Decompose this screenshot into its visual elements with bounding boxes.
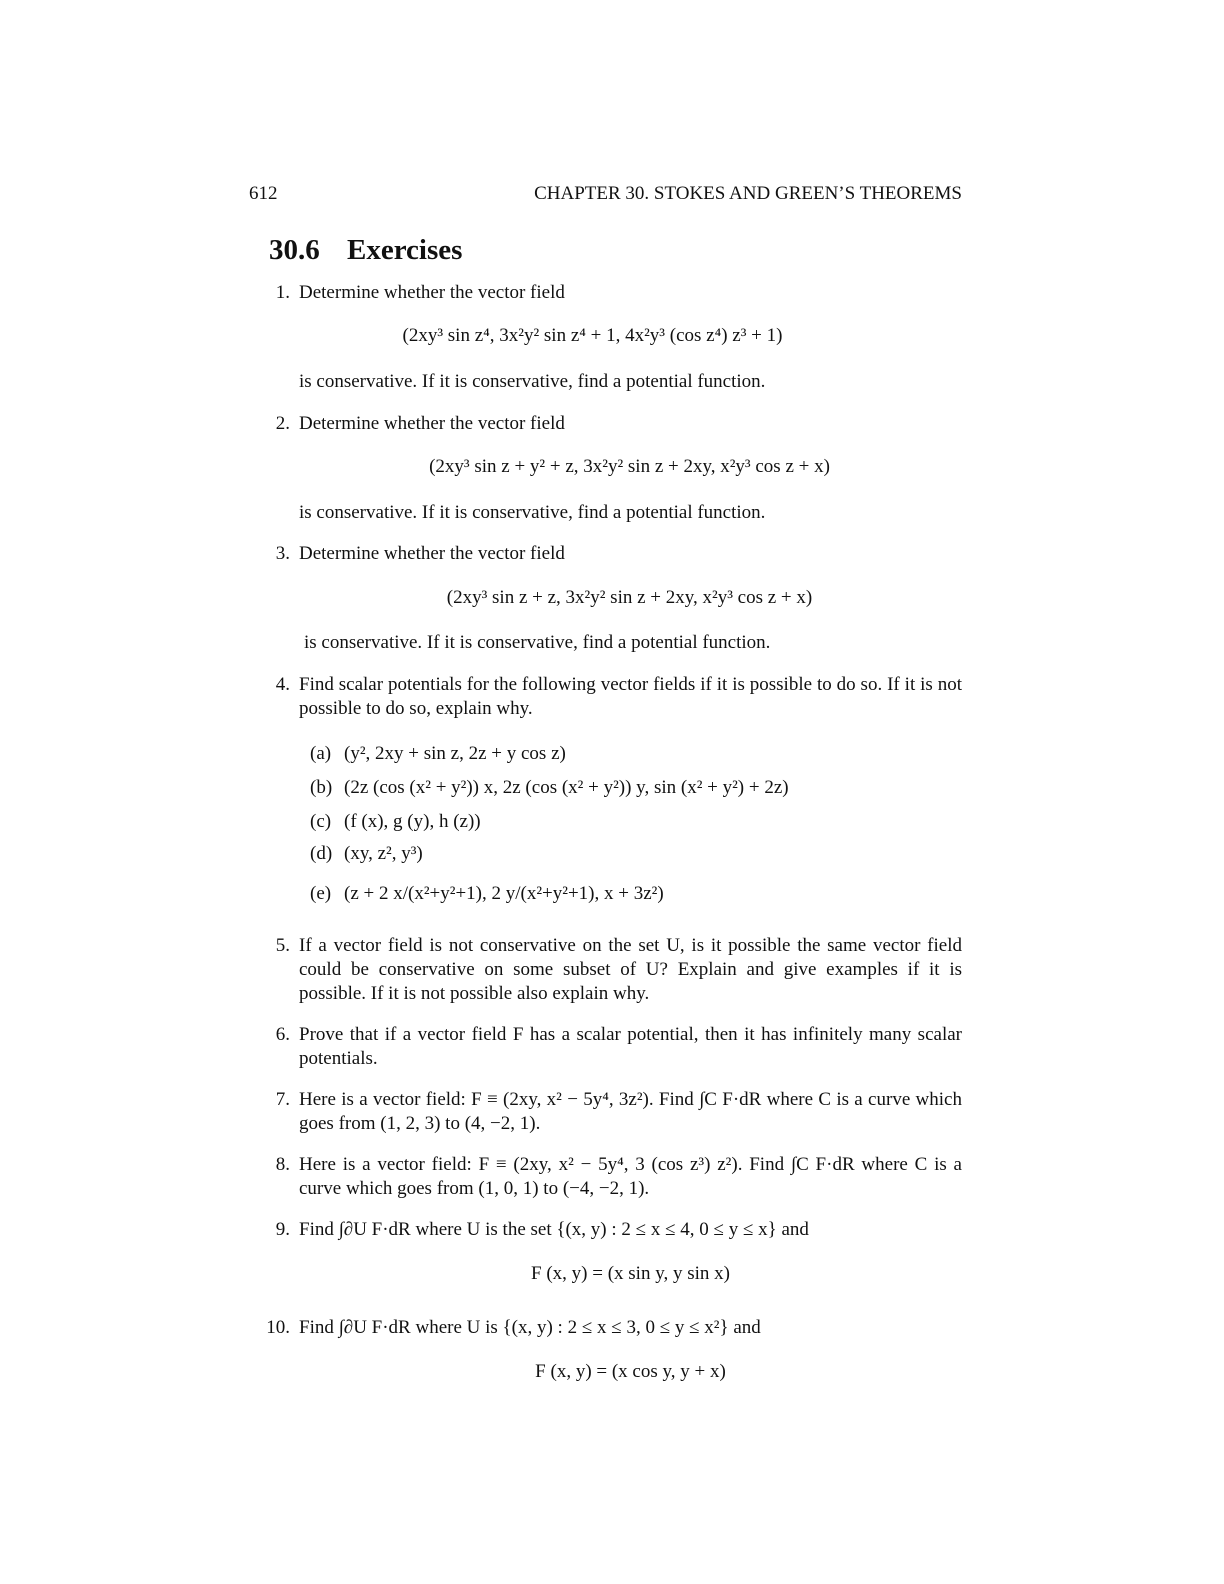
exercise-text: Find scalar potentials for the following vector fields if it is possible to do so. If it is not possible to do so, explain why.: [299, 674, 962, 719]
display-formula: (2xy³ sin z + z, 3x²y² sin z + 2xy, x²y³ cos z + x): [446, 587, 813, 608]
exercise-text: Here is a vector field: F ≡ (2xy, x² − 5y⁴, 3 (cos z³) z²). Find ∫C F·dR where C is a curve which goes from (1, 0, 1) to (−4, −2, 1).: [299, 1154, 962, 1199]
exercise-text: Here is a vector field: F ≡ (2xy, x² − 5y⁴, 3z²). Find ∫C F·dR where C is a curve which goes from (1, 2, 3) to (4, −2, 1).: [299, 1089, 962, 1134]
exercise-number: 4.: [275, 674, 290, 695]
exercise-number: 10.: [266, 1317, 290, 1338]
exercise-number: 2.: [275, 413, 290, 434]
section-number: 30.6: [269, 234, 320, 266]
display-formula: (2xy³ sin z⁴, 3x²y² sin z⁴ + 1, 4x²y³ (cos z⁴) z³ + 1): [402, 325, 783, 346]
sub-item-label: (a): [310, 743, 332, 764]
exercise-number: 5.: [275, 935, 290, 956]
display-formula: (2xy³ sin z + y² + z, 3x²y² sin z + 2xy, x²y³ cos z + x): [429, 456, 830, 477]
exercise-text: If a vector field is not conservative on the set U, is it possible the same vector field could be conservative on some subset of U? Explain and give examples if it is possible. If it is not possible also explain why.: [299, 935, 962, 1004]
sub-item: [310, 741, 566, 767]
exercise-number: 1.: [275, 282, 290, 303]
sub-item-formula: (xy, z², y³): [344, 843, 423, 864]
exercise-text: Prove that if a vector field F has a scalar potential, then it has infinitely many scalar potentials.: [299, 1024, 962, 1069]
exercise-text: Determine whether the vector field: [299, 282, 565, 303]
page-header: [249, 183, 962, 209]
section-title: Exercises: [347, 234, 463, 266]
sub-item-label: (d): [310, 843, 333, 864]
sub-item-formula: (z + 2 x/(x²+y²+1), 2 y/(x²+y²+1), x + 3z²): [344, 883, 664, 904]
exercise-text: is conservative. If it is conservative, find a potential function.: [304, 632, 771, 653]
exercise-text: Determine whether the vector field: [299, 543, 565, 564]
display-formula: F (x, y) = (x cos y, y + x): [535, 1361, 726, 1382]
sub-item: [310, 841, 423, 867]
exercise-number: 8.: [275, 1154, 290, 1175]
sub-item-formula: (f (x), g (y), h (z)): [344, 811, 481, 832]
exercise-text: Determine whether the vector field: [299, 413, 565, 434]
sub-item: [310, 775, 789, 801]
exercise-number: 7.: [275, 1089, 290, 1110]
sub-item-label: (c): [310, 811, 332, 832]
exercise-number: 3.: [275, 543, 290, 564]
exercise-text: is conservative. If it is conservative, find a potential function.: [299, 502, 766, 523]
sub-item-label: (e): [310, 883, 332, 904]
exercise-number: 9.: [275, 1219, 290, 1240]
exercise-text: Find ∫∂U F·dR where U is the set {(x, y) : 2 ≤ x ≤ 4, 0 ≤ y ≤ x} and: [299, 1219, 809, 1240]
exercise-text: is conservative. If it is conservative, find a potential function.: [299, 371, 766, 392]
sub-item: [310, 881, 664, 907]
display-formula: F (x, y) = (x sin y, y sin x): [531, 1263, 730, 1284]
sub-item: [310, 809, 481, 835]
exercise-text: Find ∫∂U F·dR where U is {(x, y) : 2 ≤ x ≤ 3, 0 ≤ y ≤ x²} and: [299, 1317, 761, 1338]
section-heading: [269, 234, 462, 267]
sub-item-formula: (2z (cos (x² + y²)) x, 2z (cos (x² + y²)) y, sin (x² + y²) + 2z): [344, 777, 789, 798]
page-number: 612: [249, 183, 278, 204]
exercise-number: 6.: [275, 1024, 290, 1045]
sub-item-formula: (y², 2xy + sin z, 2z + y cos z): [344, 743, 566, 764]
sub-item-label: (b): [310, 777, 333, 798]
chapter-title: CHAPTER 30. STOKES AND GREEN’S THEOREMS: [534, 183, 962, 204]
